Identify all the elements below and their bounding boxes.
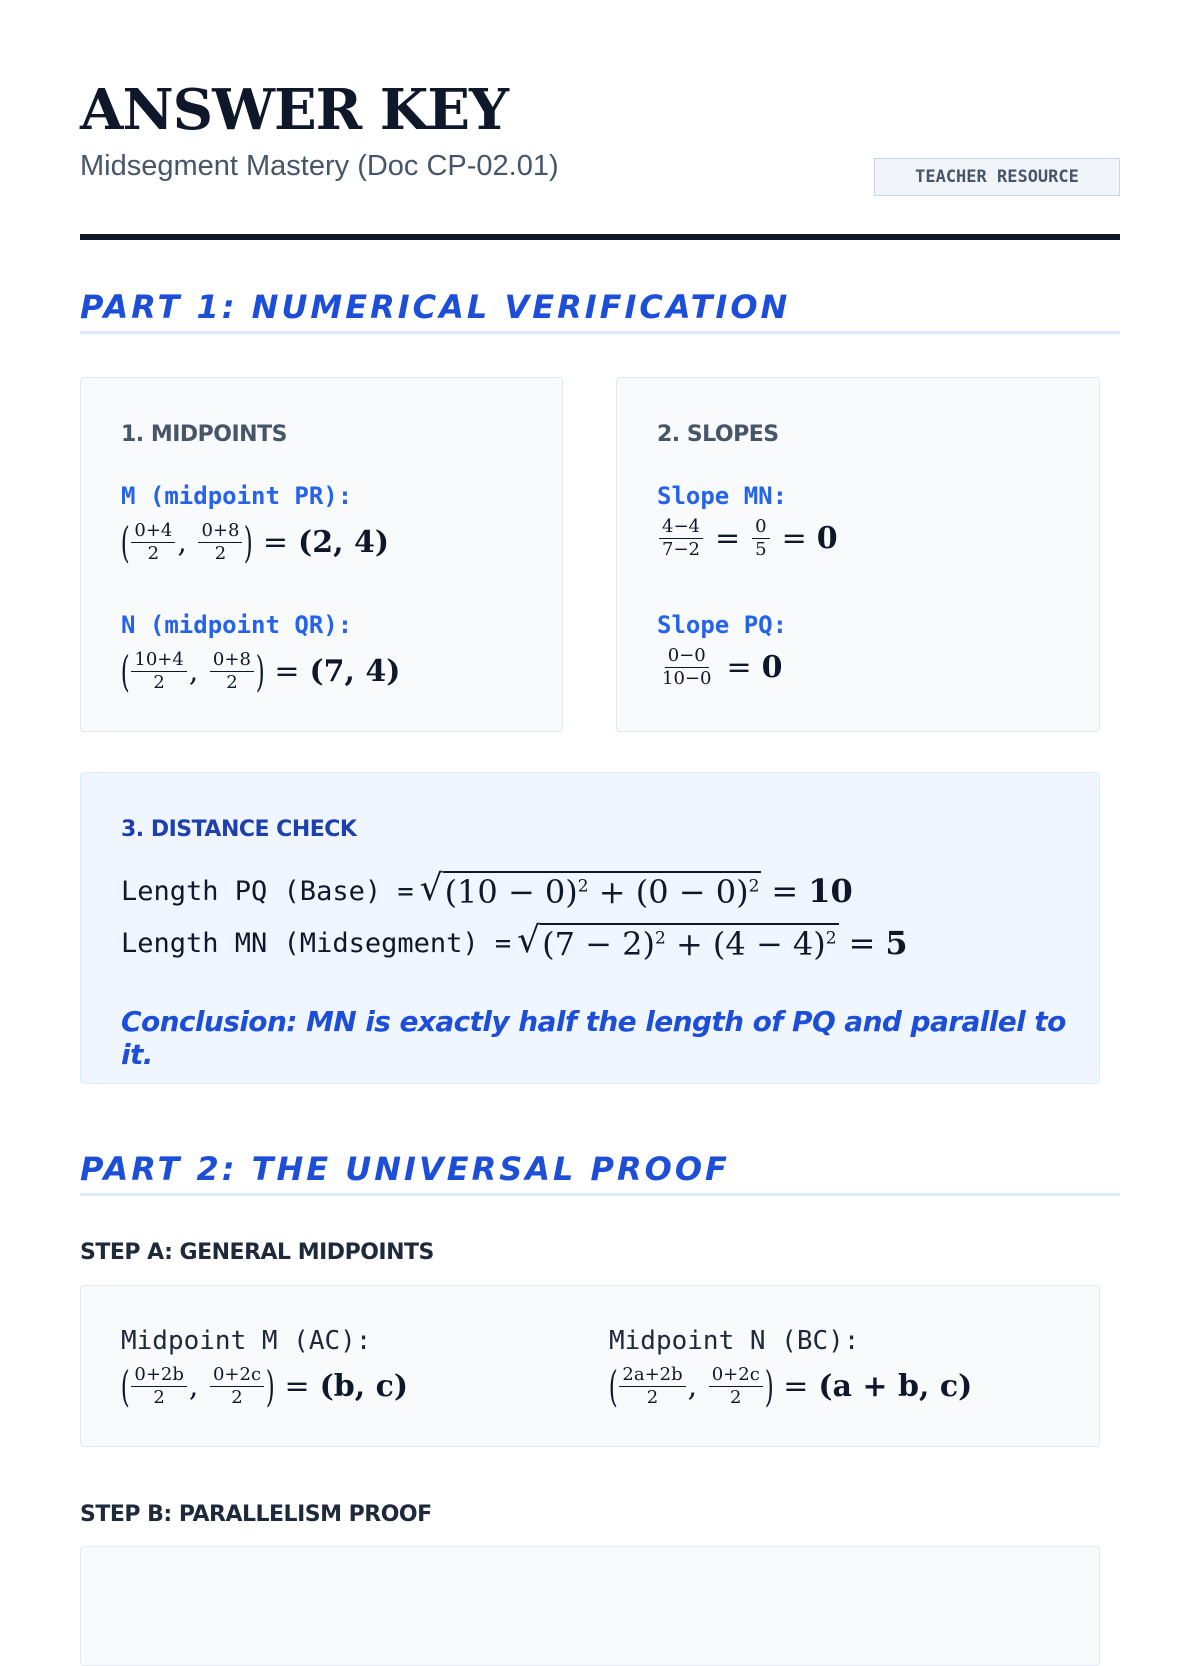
length-pq-label: Length PQ (Base) = xyxy=(121,875,414,907)
general-midpoint-n-result: (a + b, c) xyxy=(818,1369,973,1404)
slopes-heading: 2. SLOPES xyxy=(657,422,779,447)
frac-nx: $\frac{10+4}{2}$ xyxy=(131,651,186,692)
slope-mn-result: 0 xyxy=(816,521,838,556)
step-a-heading: STEP A: GENERAL MIDPOINTS xyxy=(80,1240,434,1265)
midpoint-m-equation: ( $\frac{0+4}{2}$ , $\frac{0+8}{2}$ ) = (2, 4) xyxy=(120,518,390,567)
distance-heading: 3. DISTANCE CHECK xyxy=(121,817,357,842)
length-pq-line: Length PQ (Base) = √ $(10 - 0)^2 + (0 - 0)^2$ = 10 xyxy=(121,868,853,911)
general-midpoints-card xyxy=(80,1285,1100,1447)
general-midpoint-m-result: (b, c) xyxy=(319,1369,409,1404)
length-pq-result: 10 xyxy=(808,872,853,911)
length-mn-radical: √ $(7 - 2)^2 + (4 - 4)^2$ xyxy=(517,920,837,963)
frac-ny: $\frac{0+8}{2}$ xyxy=(210,651,254,692)
midpoint-n-equation: ( $\frac{10+4}{2}$ , $\frac{0+8}{2}$ ) = (7, 4) xyxy=(120,647,401,696)
slope-pq-label: Slope PQ: xyxy=(657,611,788,639)
length-mn-label: Length MN (Midsegment) = xyxy=(121,927,512,959)
length-mn-line: Length MN (Midsegment) = √ $(7 - 2)^2 + (4 - 4)^2$ = 5 xyxy=(121,920,908,963)
slope-pq-result: 0 xyxy=(761,650,783,685)
frac-my: $\frac{0+8}{2}$ xyxy=(198,522,242,563)
general-midpoint-n-label: Midpoint N (BC): xyxy=(609,1326,860,1356)
page-subtitle: Midsegment Mastery (Doc CP-02.01) xyxy=(80,150,559,182)
page-title: ANSWER KEY xyxy=(80,77,509,143)
part1-heading: PART 1: NUMERICAL VERIFICATION xyxy=(80,290,1120,334)
midpoint-n-result: (7, 4) xyxy=(309,654,401,689)
part2-heading: PART 2: THE UNIVERSAL PROOF xyxy=(80,1152,1120,1196)
slope-pq-equation: $\frac{0-0}{10-0}$ = 0 xyxy=(662,645,783,689)
slope-mn-label: Slope MN: xyxy=(657,482,788,510)
general-midpoint-m-label: Midpoint M (AC): xyxy=(121,1326,372,1356)
general-midpoint-n-equation: ( $\frac{2a+2b}{2}$ , $\frac{0+2c}{2}$ ) = (a + b, c) xyxy=(608,1362,973,1411)
midpoints-heading: 1. MIDPOINTS xyxy=(121,422,287,447)
teacher-resource-badge: TEACHER RESOURCE xyxy=(874,158,1120,196)
general-midpoint-m-equation: ( $\frac{0+2b}{2}$ , $\frac{0+2c}{2}$ ) = (b, c) xyxy=(120,1362,409,1411)
midpoint-m-label: M (midpoint PR): xyxy=(121,482,353,510)
frac-mx: $\frac{0+4}{2}$ xyxy=(131,522,175,563)
length-mn-result: 5 xyxy=(885,924,908,963)
distance-check-card xyxy=(80,772,1100,1084)
midpoint-n-label: N (midpoint QR): xyxy=(121,611,353,639)
slope-mn-equation: $\frac{4-4}{7-2}$ = $\frac{0}{5}$ = 0 xyxy=(657,518,838,559)
header-divider xyxy=(80,234,1120,240)
step-b-heading: STEP B: PARALLELISM PROOF xyxy=(80,1502,432,1527)
length-pq-radical: √ $(10 - 0)^2 + (0 - 0)^2$ xyxy=(419,868,760,911)
slopes-card xyxy=(616,377,1100,732)
midpoint-m-result: (2, 4) xyxy=(298,525,390,560)
midpoints-card xyxy=(80,377,563,732)
distance-conclusion: Conclusion: MN is exactly half the length of PQ and parallel to it. xyxy=(121,1005,1066,1071)
parallelism-proof-card xyxy=(80,1546,1100,1666)
